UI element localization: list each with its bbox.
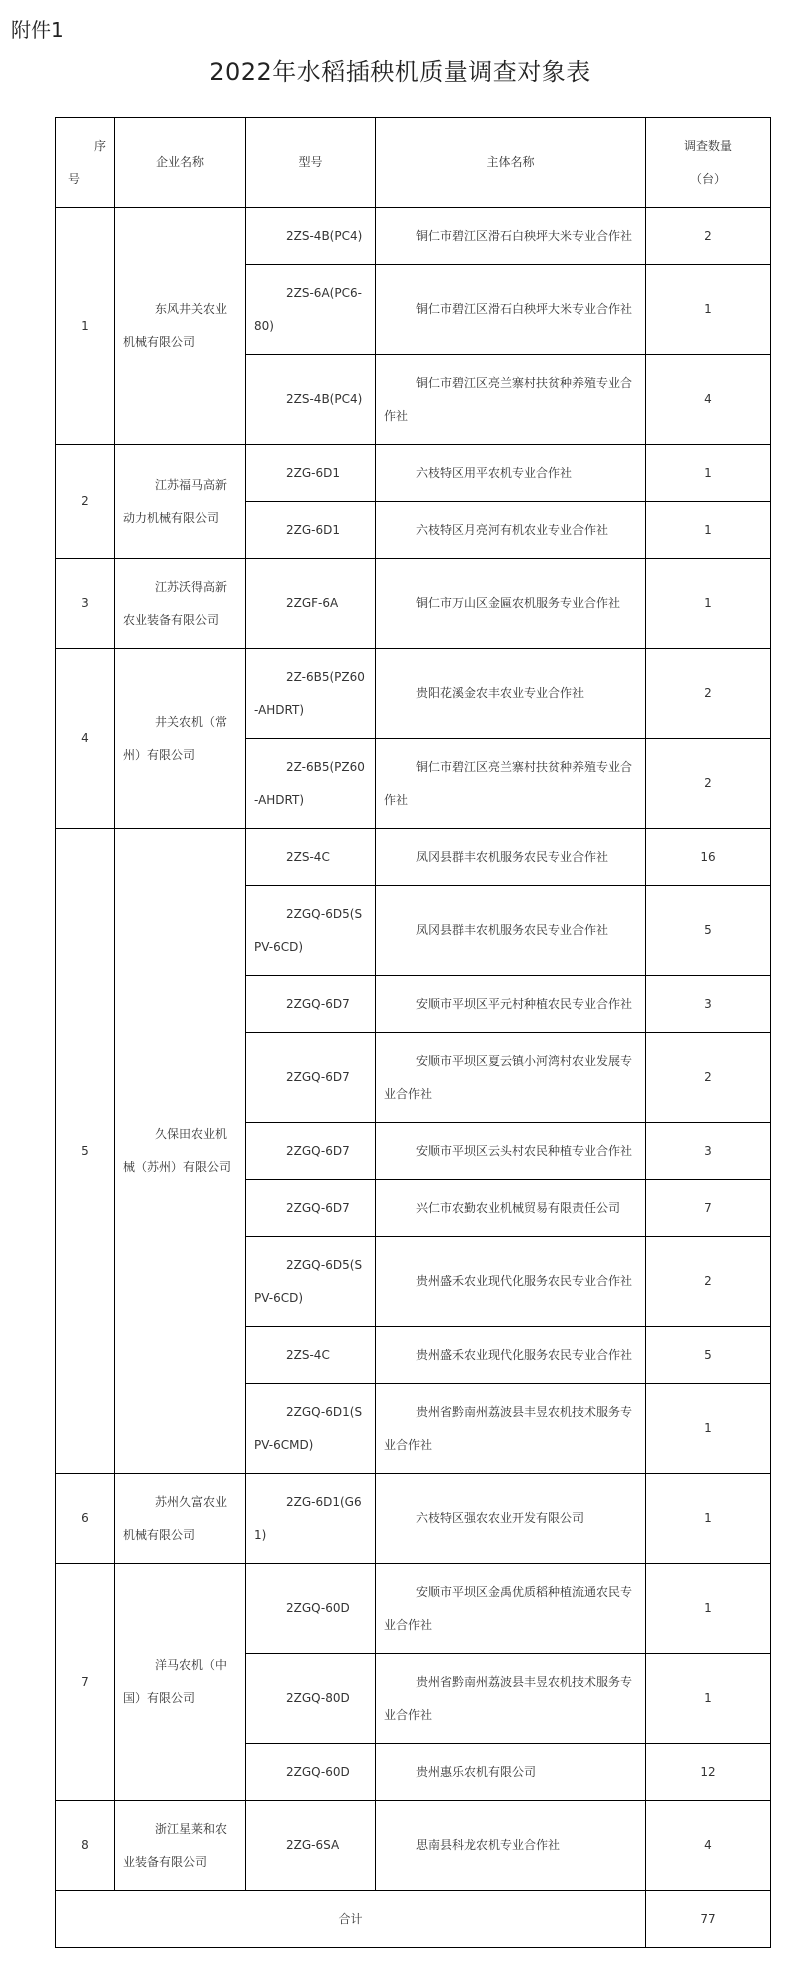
entity-cell: 铜仁市碧江区滑石白秧坪大米专业合作社 [376, 208, 646, 265]
model-cell: 2ZGQ-80D [246, 1654, 376, 1744]
table-row [56, 559, 771, 649]
model-cell: 2ZG-6D1 [246, 502, 376, 559]
qty-cell: 5 [646, 886, 771, 976]
qty-cell: 1 [646, 1384, 771, 1474]
seq-cell: 5 [56, 829, 115, 1474]
company-cell: 井关农机（常州）有限公司 [115, 649, 246, 829]
seq-cell: 3 [56, 559, 115, 649]
table-row [56, 445, 771, 502]
model-cell: 2ZS-4B(PC4) [246, 208, 376, 265]
model-cell: 2ZGQ-6D5(SPV-6CD) [246, 886, 376, 976]
model-cell: 2ZG-6D1(G61) [246, 1474, 376, 1564]
model-cell: 2Z-6B5(PZ60-AHDRT) [246, 649, 376, 739]
table-row [56, 829, 771, 886]
total-label: 合计 [56, 1891, 646, 1948]
header-entity: 主体名称 [376, 118, 646, 208]
qty-cell: 2 [646, 208, 771, 265]
model-cell: 2ZGF-6A [246, 559, 376, 649]
model-cell: 2ZGQ-60D [246, 1744, 376, 1801]
seq-cell: 6 [56, 1474, 115, 1564]
header-qty: 调查数量 （台） [646, 118, 771, 208]
table-row [56, 208, 771, 265]
survey-table [55, 117, 771, 1948]
model-cell: 2ZS-4C [246, 1327, 376, 1384]
seq-cell: 2 [56, 445, 115, 559]
model-cell: 2ZGQ-60D [246, 1564, 376, 1654]
model-cell: 2Z-6B5(PZ60-AHDRT) [246, 739, 376, 829]
seq-cell: 8 [56, 1801, 115, 1891]
qty-cell: 4 [646, 1801, 771, 1891]
model-cell: 2ZGQ-6D7 [246, 1180, 376, 1237]
model-cell: 2ZG-6D1 [246, 445, 376, 502]
qty-cell: 1 [646, 1564, 771, 1654]
entity-cell: 凤冈县群丰农机服务农民专业合作社 [376, 886, 646, 976]
entity-cell: 贵州省黔南州荔波县丰昱农机技术服务专业合作社 [376, 1384, 646, 1474]
qty-cell: 2 [646, 739, 771, 829]
entity-cell: 铜仁市碧江区亮兰寨村扶贫种养殖专业合作社 [376, 739, 646, 829]
qty-cell: 5 [646, 1327, 771, 1384]
seq-cell: 4 [56, 649, 115, 829]
table-row [56, 649, 771, 739]
qty-cell: 3 [646, 976, 771, 1033]
model-cell: 2ZGQ-6D1(SPV-6CMD) [246, 1384, 376, 1474]
entity-cell: 六枝特区强农农业开发有限公司 [376, 1474, 646, 1564]
entity-cell: 安顺市平坝区夏云镇小河湾村农业发展专业合作社 [376, 1033, 646, 1123]
qty-cell: 1 [646, 1474, 771, 1564]
entity-cell: 贵阳花溪金农丰农业专业合作社 [376, 649, 646, 739]
model-cell: 2ZGQ-6D7 [246, 1123, 376, 1180]
entity-cell: 贵州盛禾农业现代化服务农民专业合作社 [376, 1327, 646, 1384]
model-cell: 2ZS-4B(PC4) [246, 355, 376, 445]
total-qty: 77 [646, 1891, 771, 1948]
model-cell: 2ZS-6A(PC6-80) [246, 265, 376, 355]
attachment-label: 附件1 [11, 18, 64, 42]
entity-cell: 六枝特区月亮河有机农业专业合作社 [376, 502, 646, 559]
company-cell: 浙江星莱和农业装备有限公司 [115, 1801, 246, 1891]
table-row [56, 1801, 771, 1891]
entity-cell: 兴仁市农勤农业机械贸易有限责任公司 [376, 1180, 646, 1237]
entity-cell: 凤冈县群丰农机服务农民专业合作社 [376, 829, 646, 886]
entity-cell: 铜仁市万山区金匾农机服务专业合作社 [376, 559, 646, 649]
company-cell: 洋马农机（中国）有限公司 [115, 1564, 246, 1801]
table-row [56, 1474, 771, 1564]
qty-cell: 3 [646, 1123, 771, 1180]
entity-cell: 六枝特区用平农机专业合作社 [376, 445, 646, 502]
qty-cell: 1 [646, 265, 771, 355]
qty-cell: 1 [646, 502, 771, 559]
entity-cell: 安顺市平坝区云头村农民种植专业合作社 [376, 1123, 646, 1180]
header-company: 企业名称 [115, 118, 246, 208]
total-row [56, 1891, 771, 1948]
qty-cell: 7 [646, 1180, 771, 1237]
header-model: 型号 [246, 118, 376, 208]
header-seq: 序 号 [56, 118, 115, 208]
qty-cell: 1 [646, 1654, 771, 1744]
model-cell: 2ZG-6SA [246, 1801, 376, 1891]
model-cell: 2ZS-4C [246, 829, 376, 886]
entity-cell: 安顺市平坝区金禹优质稻种植流通农民专业合作社 [376, 1564, 646, 1654]
company-cell: 东风井关农业机械有限公司 [115, 208, 246, 445]
company-cell: 江苏福马高新动力机械有限公司 [115, 445, 246, 559]
table-row [56, 1564, 771, 1654]
header-row [56, 118, 771, 208]
entity-cell: 贵州省黔南州荔波县丰昱农机技术服务专业合作社 [376, 1654, 646, 1744]
model-cell: 2ZGQ-6D7 [246, 976, 376, 1033]
entity-cell: 贵州惠乐农机有限公司 [376, 1744, 646, 1801]
qty-cell: 2 [646, 649, 771, 739]
seq-cell: 1 [56, 208, 115, 445]
company-cell: 苏州久富农业机械有限公司 [115, 1474, 246, 1564]
entity-cell: 思南县科龙农机专业合作社 [376, 1801, 646, 1891]
model-cell: 2ZGQ-6D7 [246, 1033, 376, 1123]
qty-cell: 1 [646, 445, 771, 502]
entity-cell: 铜仁市碧江区滑石白秧坪大米专业合作社 [376, 265, 646, 355]
model-cell: 2ZGQ-6D5(SPV-6CD) [246, 1237, 376, 1327]
entity-cell: 安顺市平坝区平元村种植农民专业合作社 [376, 976, 646, 1033]
entity-cell: 贵州盛禾农业现代化服务农民专业合作社 [376, 1237, 646, 1327]
qty-cell: 12 [646, 1744, 771, 1801]
qty-cell: 2 [646, 1033, 771, 1123]
seq-cell: 7 [56, 1564, 115, 1801]
company-cell: 久保田农业机械（苏州）有限公司 [115, 829, 246, 1474]
page-title: 2022年水稻插秧机质量调查对象表 [209, 58, 591, 86]
qty-cell: 2 [646, 1237, 771, 1327]
qty-cell: 1 [646, 559, 771, 649]
qty-cell: 4 [646, 355, 771, 445]
entity-cell: 铜仁市碧江区亮兰寨村扶贫种养殖专业合作社 [376, 355, 646, 445]
company-cell: 江苏沃得高新农业装备有限公司 [115, 559, 246, 649]
qty-cell: 16 [646, 829, 771, 886]
